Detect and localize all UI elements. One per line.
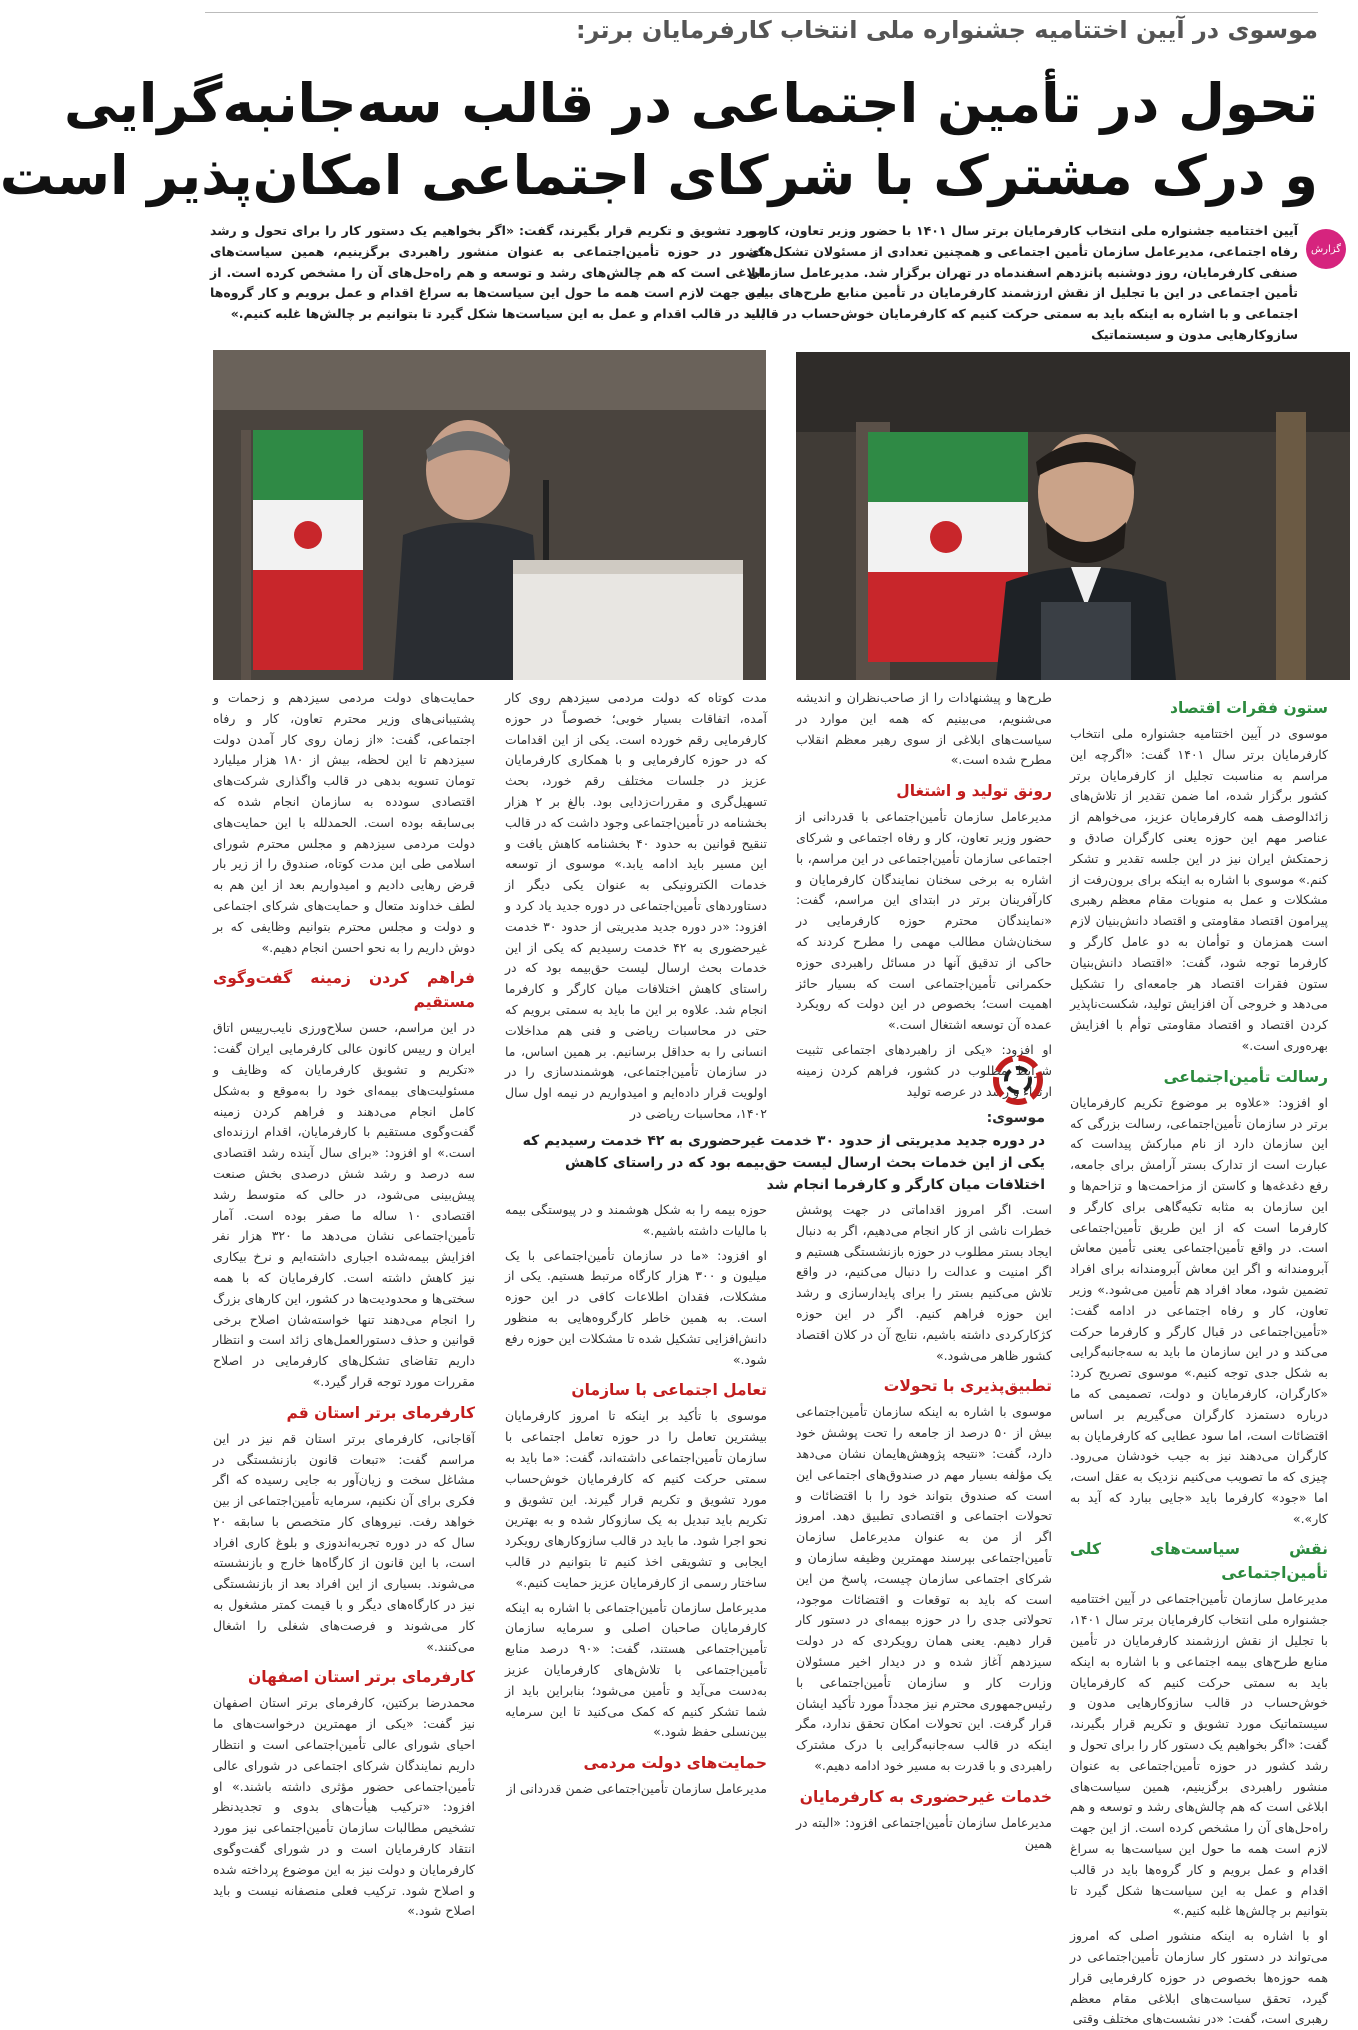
pull-quote (505, 1110, 1045, 1196)
headline (0, 68, 1318, 212)
subheading: کارفرمای برتر استان اصفهان (248, 1668, 475, 1687)
subheading: کارفرمای برتر استان قم (286, 1403, 475, 1422)
lead-right: آیین اختتامیه جشنواره ملی انتخاب کارفرمایان برتر سال ۱۴۰۱ با حضور وزیر تعاون، کار و رفاه اجتماعی، مدیرعامل سازمان تأمین اجتماعی و همچنین تعدادی از مسئولان تشکل‌های صنفی کارفرمایان، روز دوشنبه پانزدهم اسفندماه در تهران برگزار شد. مدیرعامل سازمان تأمین اجتماعی در این با تجلیل از نقش ارزشمند کارفرمایان در تأمین منابع طرح‌های بیمه اجتماعی و با اشاره به اینکه باید به سمتی حرکت کنیم که کارفرمایان خوش‌حساب در قالب سازوکارهایی مدون و سیستماتیک (748, 223, 1298, 342)
pull-quote-text: در دوره جدید مدیریتی از حدود ۳۰ خدمت غیرحضوری به ۴۲ خدمت رسیدیم که یکی از این خدمات بحث ارسال لیست حق‌بیمه بود که در راستای کاهش اختلافات میان کارگر و کارفرما انجام شد (522, 1133, 1045, 1193)
paragraph: است. اگر امروز اقداماتی در جهت پوشش خطرات ناشی از کار انجام می‌دهیم، اگر به دنبال ایجاد بستر مطلوب در حوزه بازنشستگی هستیم و اگر امنیت و عدالت را دنبال می‌کنیم، در واقع تلاش می‌کنیم بستر را برای پایدارسازی و رشد این حوزه فراهم کنیم. اگر در این حوزه کژکارکردی داشته باشیم، نتایج آن در کلان اقتصاد کشور ظاهر می‌شود.» (796, 1202, 1052, 1363)
paragraph: مدیرعامل سازمان تأمین‌اجتماعی با قدردانی از حضور وزیر تعاون، کار و رفاه اجتماعی و شرکای اجتماعی سازمان تأمین‌اجتماعی در این مراسم، با اشاره به برخی سخنان نمایندگان کارفرمایان و کارآفرینان برتر در ابتدای این مراسم، گفت: «نمایندگان محترم حوزه کارفرمایی در سخنان‌شان مطالب مهمی را مطرح کردند که حاکی از تدقیق آنها در مسائل راهبردی حوزه حکمرانی تأمین‌اجتماعی است که بسیار حائز اهمیت است؛ بخصوص در این دولت که رویکرد عمده آن توسعه اشتغال است.» (796, 809, 1052, 1033)
headline-line-1: تحول در تأمین اجتماعی در قالب سه‌جانبه‌گرایی (64, 72, 1318, 135)
paragraph: حوزه بیمه را به شکل هوشمند و در پیوستگی بیمه با مالیات داشته باشیم.» (505, 1202, 767, 1238)
subheading: ستون فقرات اقتصاد (1170, 699, 1328, 717)
paragraph: موسوی در آیین اختتامیه جشنواره ملی انتخاب کارفرمایان برتر سال ۱۴۰۱ گفت: «اگرچه این مراسم به مناسبت تجلیل از کارفرمایان برتر کشور برگزار شده، اما ضمن تقدیر از تلاش‌های زائدالوصف همه کارفرمایان عزیز، می‌خواهم از عناصر مهم این حوزه یعنی کارگران صادق و زحمتکش ایران نیز در این جلسه تقدیر و تشکر کنم.» موسوی با اشاره به اینکه برای برون‌رفت از مشکلات و عمل به منویات مقام معظم رهبری پیرامون اقتصاد مقاومتی و اقتصاد دانش‌بنیان لازم است همزمان و توأمان به دو عامل کارگر و کارفرما توجه شود، گفت: «اقتصاد دانش‌بنیان ستون فقرات اقتصاد هر جامعه‌ای را تشکیل می‌دهد و خروجی آن افزایش تولید، شکست‌ناپذیر کردن اقتصاد و اقتصاد مقاومتی توأم با افزایش بهره‌وری است.» (1070, 726, 1328, 1053)
subheading: فراهم کردن زمینه گفت‌وگوی مستقیم (213, 969, 475, 1012)
subheading: تعامل اجتماعی با سازمان (571, 1381, 767, 1400)
report-tag: گزارش (1306, 229, 1346, 269)
kicker: موسوی در آیین اختتامیه جشنواره ملی انتخاب کارفرمایان برتر: (576, 16, 1318, 44)
paragraph: او افزود: «ما در سازمان تأمین‌اجتماعی با یک میلیون و ۳۰۰ هزار کارگاه مرتبط هستیم. یکی از مشکلات، فقدان اطلاعات کافی در این حوزه است. به همین خاطر کارگروه‌هایی به منظور دانش‌افزایی تشکیل شده تا مشکلات این حوزه رفع شود.» (505, 1247, 767, 1367)
subheading: رونق تولید و اشتغال (896, 782, 1052, 801)
column-2 (796, 688, 1052, 1099)
column-2-lower (796, 1200, 1052, 1851)
subheading: رسالت تأمین‌اجتماعی (1163, 1067, 1328, 1086)
paragraph: او با اشاره به اینکه منشور اصلی که امروز می‌تواند در دستور کار سازمان تأمین‌اجتماعی در همه حوزه‌ها بخصوص در حوزه کارفرمایی قرار گیرد، تحقق سیاست‌های ابلاغی مقام معظم رهبری است، گفت: «در نشست‌های مختلف وقتی (1070, 1928, 1328, 2027)
paragraph: طرح‌ها و پیشنهادات را از صاحب‌نظران و اندیشه می‌شنویم، می‌بینیم که همه این موارد در سیاست‌های ابلاغی از سوی رهبر معظم انقلاب مطرح شده است.» (796, 690, 1052, 768)
paragraph: مدیرعامل سازمان تأمین‌اجتماعی افزود: «البته در همین (796, 1814, 1052, 1851)
quote-circle-icon (990, 1052, 1046, 1108)
paragraph: او افزود: «علاوه بر موضوع تکریم کارفرمایان برتر در سازمان تأمین‌اجتماعی، رسالت بزرگی که این سازمان دارد از نام مبارکش پیداست که عبارت است از تدارک بستر آرامش برای جامعه، رفع دغدغه‌ها و کاستن از مزاحمت‌ها و تزاحم‌ها و این سازمان به مثابه تکیه‌گاهی برای کارگر و کارفرما است که از این طریق تأمین‌اجتماعی است. در واقع تأمین‌اجتماعی یعنی تأمین معاش آبرومندانه و اگر این معاش آبرومندانه برای افراد تضمین شود، معاد افراد هم تأمین می‌شود.» وزیر تعاون، کار و رفاه اجتماعی در ادامه گفت: «تأمین‌اجتماعی در قبال کارگر و کارفرما حرکت می‌کند و در این سازمان ما باید به سه‌جانبه‌گرایی به شکل جدی توجه کنیم.» موسوی تصریح کرد: «کارگران، کارفرمایان و دولت، تصمیمی که ما درباره دستمزد کارگران می‌گیریم بر اساس اقتضائات است، اما سود عطایی که کارفرمایان به کارگران می‌دهند نیز به جیب خودشان می‌رود. چیزی که ما تصویب می‌کنیم نزدیک به عقل است، اما «جود» کارفرما باید «جایی ببارد که آید به کار».» (1070, 1094, 1328, 1526)
paragraph: در این مراسم، حسن سلاح‌ورزی نایب‌رییس اتاق ایران و رییس کانون عالی کارفرمایی ایران گفت: «تکریم و تشویق کارفرمایان که وظایف و مسئولیت‌های بیمه‌ای خود را به‌موقع و به‌شکل کامل انجام می‌دهند و فراهم کردن زمینه گفت‌وگوی مستقیم با کارفرمایان، اقدام ارزنده‌ای است.» او افزود: «برای سال آینده رشد اقتصادی سه درصد و رشد شش درصدی بخش صنعت پیش‌بینی می‌شود، در حالی که متوسط رشد اقتصادی ۱۰ ساله ما صفر بوده است. آمار تأمین‌اجتماعی نشان می‌دهد ما ۳۲۰ هزار نفر افزایش بیمه‌شده اجباری داشته‌ایم و نرخ بیکاری نیز کاهش داشته است. کارفرمایان که با همه سختی‌ها و محدودیت‌ها در کشور، این کارهای بزرگ را انجام می‌دهند تنها خواسته‌شان اصلاح برخی قوانین و حذف دستورالعمل‌های زائد است و انتظار داریم تقاضای تشکل‌های کارفرمایی در اصلاح مقررات مورد توجه قرار گیرد.» (213, 1020, 476, 1389)
paragraph: آقاجانی، کارفرمای برتر استان قم نیز در این مراسم گفت: «تبعات قانون بازنشستگی در مشاغل سخت و زیان‌آور به جایی رسیده که اگر فکری برای آن نکنیم، سرمایه تأمین‌اجتماعی از بین خواهد رفت. نیروهای کار متخصص با سابقه ۲۰ سال که در دوره تجربه‌اندوزی و بلوغ کاری افراد است، با این قانون از کارگاه‌ها خارج و بازنشسته می‌شوند. بسیاری از این افراد بعد از بازنشستگی نیز در کارگاه‌های دیگر و با قیمت کمتر مشغول به کار می‌شوند و فرصت‌های شغلی را اشغال می‌کنند.» (213, 1430, 475, 1654)
photo-speaker-left (213, 350, 766, 680)
paragraph: موسوی با اشاره به اینکه سازمان تأمین‌اجتماعی بیش از ۵۰ درصد از جامعه را تحت پوشش خود دارد، گفت: «نتیجه پژوهش‌هایمان نشان می‌دهد یک مؤلفه بسیار مهم در صندوق‌های اجتماعی این است که صندوق بتواند خود را با اقتضائات و تحولات اجتماعی و اقتصادی تطبیق دهد. امروز اگر از من به عنوان مدیرعامل سازمان تأمین‌اجتماعی بپرسند مهمترین وظیفه سازمان و شرکای اجتماعی سازمان چیست، پاسخ من این است که باید به توقعات و اقتضائات موجود، تحولاتی جدی را در حوزه بیمه‌ای در دستور کار قرار دهیم. یعنی همان رویکردی که در دولت سیزدهم آغاز شده و در دیدار اخیر مسئولان وزارت کار و سازمان تأمین‌اجتماعی با رئیس‌جمهوری محترم نیز مجدداً مورد تأکید ایشان قرار گرفت. این تحولات امکان تحقق ندارد، مگر اینکه در قالب سه‌جانبه‌گرایی با درک مشترک راهبردی و با قدرت به مسیر خود ادامه دهیم.» (796, 1404, 1052, 1773)
paragraph: او افزود: «یکی از راهبردهای اجتماعی تثبیت شرایط مطلوب در کشور، فراهم کردن زمینه ارتقاء و رشد در عرصه تولید (796, 1041, 1052, 1099)
column-4 (213, 688, 476, 1919)
paragraph: حمایت‌های دولت مردمی سیزدهم و زحمات و پشتیبانی‌های وزیر محترم تعاون، کار و رفاه اجتماعی، گفت: «از زمان روی کار آمدن دولت سیزدهم تا این لحظه، بیش از ۱۸۰ هزار میلیارد تومان تسویه بدهی در قالب واگذاری شرکت‌های اقتصادی سودده به سازمان انجام شده که بی‌سابقه بوده است. الحمدلله با این حمایت‌های دولت مردمی سیزدهم و مجلس محترم شورای اسلامی طی این مدت کوتاه، صندوق را از زیر بار قرض رهایی دادیم و امیدواریم بعد از این هم به لطف خداوند متعال و حمایت‌های شرکای اجتماعی و دولت و مجلس محترم بتوانیم وظایفی که بر دوش داریم را به نحو احسن انجام دهیم.» (213, 690, 476, 955)
subheading: نقش سیاست‌های کلی تأمین‌اجتماعی (1070, 1540, 1328, 1583)
lead-left: مورد تشویق و تکریم قرار بگیرند، گفت: «اگر بخواهیم یک دستور کار را برای تحول و رشد کشور در حوزه تأمین‌اجتماعی به عنوان منشور راهبردی برگزینیم، همین سیاست‌های ابلاغی است که هم چالش‌های رشد و توسعه و هم راه‌حل‌های آن را مشخص کرده است. از این جهت لازم است همه ما حول این سیاست‌ها به سراغ اقدام و عمل برویم و کار گروه‌ها باید در قالب اقدام و عمل به این سیاست‌ها شکل گیرد تا بتوانیم بر چالش‌ها غلبه کنیم.» (210, 223, 765, 322)
subheading: حمایت‌های دولت مردمی (583, 1754, 767, 1773)
paragraph: موسوی با تأکید بر اینکه تا امروز کارفرمایان بیشترین تعامل را در حوزه تعامل اجتماعی با سازمان تأمین‌اجتماعی داشته‌اند، گفت: «ما باید به سمتی حرکت کنیم که کارفرمایان خوش‌حساب مورد تشویق و تکریم قرار گیرند. این تشویق و تکریم باید تبدیل به یک سازوکار شده و به بهترین نحو اجرا شود. ما باید در قالب سازوکارهای رویکرد ایجابی و تشویقی اخذ کنیم تا بتوانیم در قالب ساختار رسمی از کارفرمایان عزیز حمایت کنیم.» (505, 1408, 767, 1590)
subheading: تطبیق‌پذیری با تحولات (883, 1377, 1052, 1396)
column-1 (1070, 688, 1328, 2027)
column-3-lower (505, 1200, 767, 1797)
headline-line-2: و درک مشترک با شرکای اجتماعی امکان‌پذیر است (0, 144, 1318, 207)
column-3 (505, 688, 767, 1121)
paragraph: مدیرعامل سازمان تأمین‌اجتماعی با اشاره به اینکه کارفرمایان صاحبان اصلی و سرمایه سازمان تأمین‌اجتماعی هستند، گفت: «۹۰ درصد منابع تأمین‌اجتماعی با تلاش‌های کارفرمایان عزیز به‌دست می‌آید و تأمین می‌شود؛ بنابراین باید از شما تشکر کنیم که کمک می‌کنید تا این سرمایه بین‌نسلی حفظ شود.» (505, 1599, 767, 1740)
top-rule (205, 12, 1318, 13)
subheading: خدمات غیرحضوری به کارفرمایان (799, 1787, 1052, 1806)
paragraph: مدت کوتاه که دولت مردمی سیزدهم روی کار آمده، اتفاقات بسیار خوبی؛ خصوصاً در حوزه کارفرمایی رقم خورده است. یکی از این اقدامات که در حوزه کارفرمایی و با همکاری کارفرمایان عزیز در جلسات مختلف رقم خورد، بحث تسهیل‌گری و مقررات‌زدایی بود. بالغ بر ۲ هزار بخشنامه در تأمین‌اجتماعی وجود داشت که در قالب تنقیح قوانین به حدود ۴۰ بخشنامه کاهش یافت و این مسیر باید ادامه یابد.» موسوی از توسعه خدمات الکترونیکی به عنوان یکی دیگر از دستاوردهای تأمین‌اجتماعی در دوره جدید یاد کرد و افزود: «در دوره جدید مدیریتی از حدود ۳۰ خدمت غیرحضوری به ۴۲ خدمت رسیدیم که یکی از این خدمات بحث ارسال لیست حق‌بیمه بود که در راستای کاهش اختلافات میان کارگر و کارفرما انجام شد. علاوه بر این ما باید به سمتی برویم که حتی در محاسبات ریاضی و فنی هم مداخلات انسانی را به حداقل برسانیم. بر همین اساس، ما در سازمان تأمین‌اجتماعی، هوشمندسازی را در اولویت قرار داده‌ایم و امیدواریم در نیمه اول سال ۱۴۰۲، محاسبات ریاضی در (505, 690, 767, 1121)
photo-speaker-right (796, 352, 1350, 680)
pull-quote-label: موسوی: (986, 1110, 1045, 1126)
paragraph: محمدرضا برکتین، کارفرمای برتر استان اصفهان نیز گفت: «یکی از مهمترین درخواست‌های ما احیای شورای عالی تأمین‌اجتماعی است و انتظار داریم نمایندگان شرکای اجتماعی در شورای عالی تأمین‌اجتماعی حضور مؤثری داشته باشند.» او افزود: «ترکیب هیأت‌های بدوی و تجدیدنظر تشخیص مطالبات سازمان تأمین‌اجتماعی نیز مورد انتقاد کارفرمایان است و در شورای گفت‌وگوی کارفرمایان و دولت نیز به این موضوع پرداخته شده و اصلاح شود. ترکیب فعلی منصفانه نیست و باید اصلاح شود.» (213, 1695, 475, 1919)
paragraph: مدیرعامل سازمان تأمین‌اجتماعی در آیین اختتامیه جشنواره ملی انتخاب کارفرمایان برتر سال ۱۴۰۱، با تجلیل از نقش ارزشمند کارفرمایان در تأمین منابع طرح‌های بیمه اجتماعی و با اشاره به اینکه باید به سمتی حرکت کنیم که کارفرمایان خوش‌حساب در قالب سازوکارهایی مدون و سیستماتیک مورد تشویق و تکریم قرار بگیرند، گفت: «اگر بخواهیم یک دستور کار را برای تحول و رشد کشور در حوزه تأمین‌اجتماعی به عنوان منشور راهبردی برگزینیم، همین سیاست‌های ابلاغی است که هم چالش‌های رشد و توسعه و هم راه‌حل‌های آن را مشخص کرده است. از این جهت لازم است همه ما حول این سیاست‌ها به سراغ اقدام و عمل برویم و کار گروه‌ها باید در قالب اقدام و عمل به این سیاست‌ها شکل گیرد تا بتوانیم بر چالش‌ها غلبه کنیم.» (1070, 1591, 1328, 1919)
paragraph: مدیرعامل سازمان تأمین‌اجتماعی ضمن قدردانی از (506, 1781, 767, 1797)
